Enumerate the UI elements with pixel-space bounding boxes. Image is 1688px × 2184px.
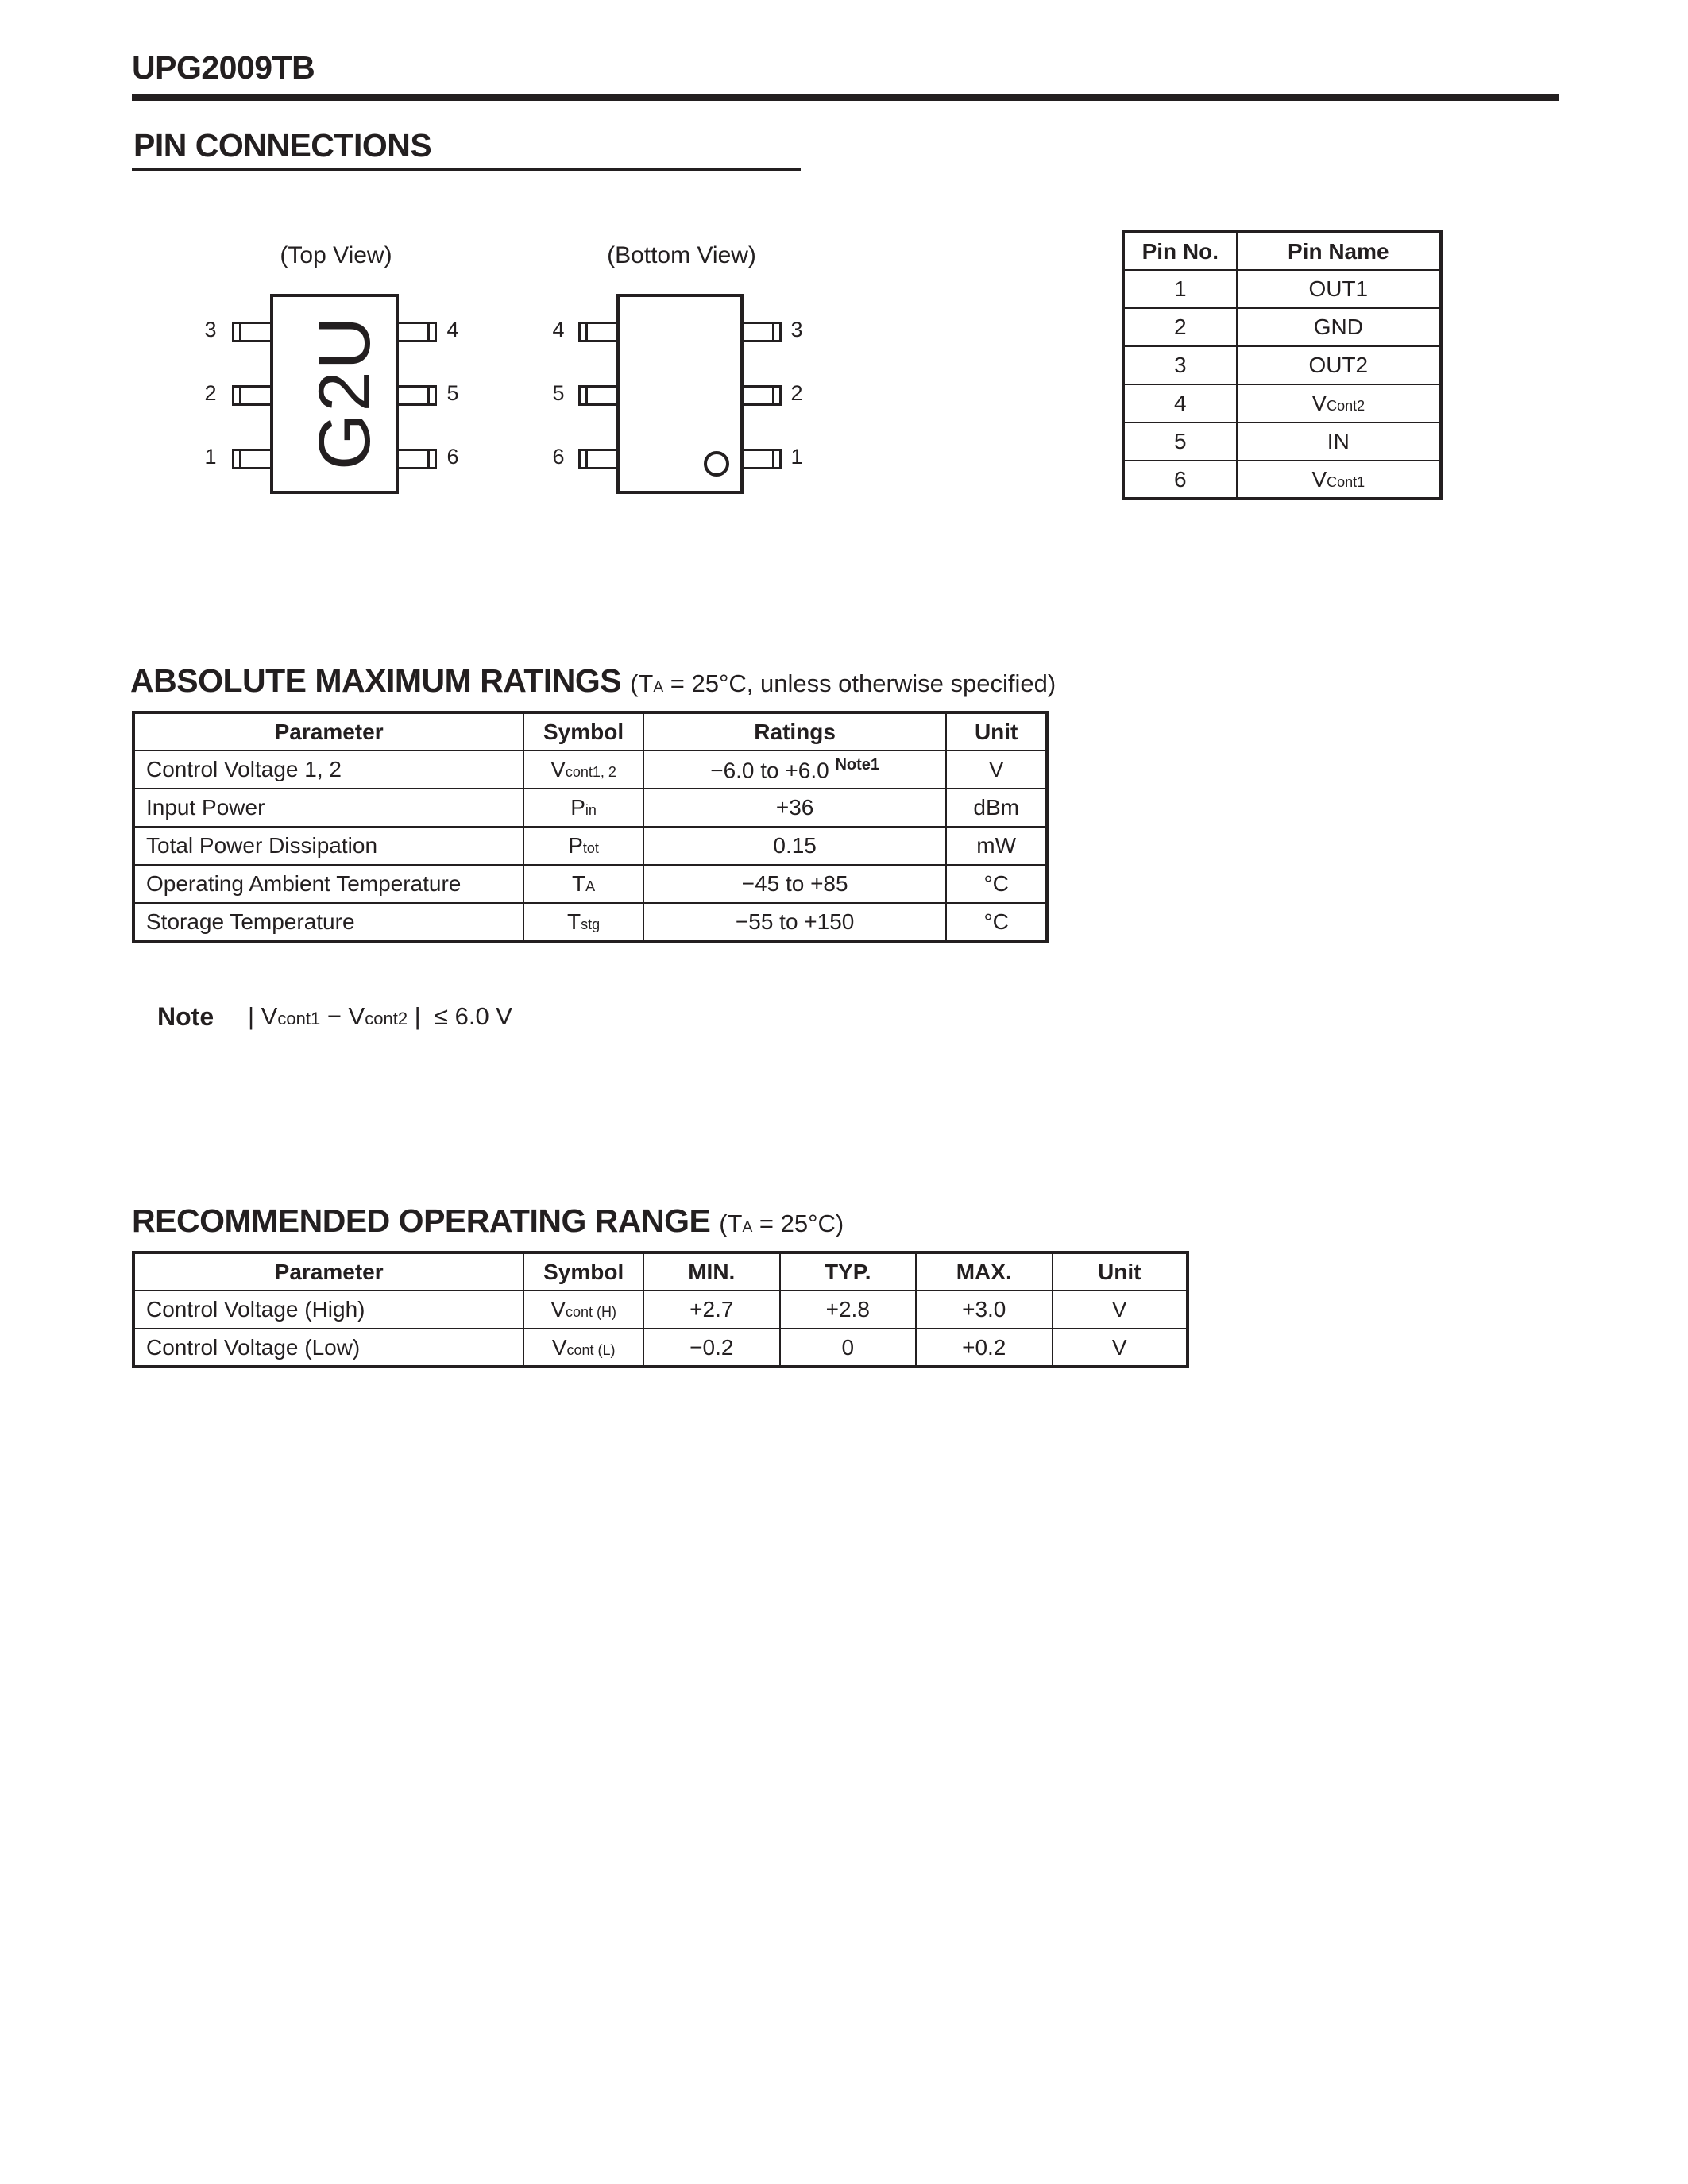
abs-max-header: Ratings — [643, 712, 946, 751]
pin-name-text: V — [1311, 391, 1327, 415]
pin-name-text: GND — [1313, 314, 1363, 339]
cond-rest: = 25°C) — [752, 1210, 844, 1237]
abs-max-header: Unit — [946, 712, 1047, 751]
abs-max-header: Symbol — [523, 712, 643, 751]
package-marking: G2U — [304, 314, 385, 470]
pin-name-text: IN — [1327, 429, 1350, 453]
note-label: Note — [157, 1002, 214, 1031]
pin-name-text: OUT1 — [1308, 276, 1369, 301]
table-row — [133, 751, 1047, 789]
lead — [578, 385, 620, 406]
note-v2-sub: cont2 — [365, 1009, 408, 1028]
table-row — [133, 865, 1047, 903]
table-row — [1123, 461, 1441, 499]
cond-sub: A — [653, 679, 664, 696]
cond-rest: = 25°C, unless otherwise specified) — [663, 669, 1056, 697]
pin-number: 6 — [446, 445, 459, 469]
table-row — [133, 903, 1047, 941]
lead — [740, 385, 782, 406]
pin-number: 5 — [552, 381, 565, 405]
lead — [396, 385, 437, 406]
pin-table-header: Pin Name — [1237, 232, 1441, 270]
unit-cell: dBm — [946, 789, 1047, 827]
pin-no-cell: 5 — [1123, 423, 1237, 461]
pin-table-header: Pin No. — [1123, 232, 1237, 270]
table-row — [1123, 423, 1441, 461]
lead — [232, 449, 273, 469]
pin-no-cell: 1 — [1123, 270, 1237, 308]
rec-op-table — [132, 1251, 1189, 1368]
symbol-sub: cont (L) — [566, 1341, 616, 1358]
note-minus: − — [326, 1002, 342, 1030]
rec-op-title-text: RECOMMENDED OPERATING RANGE — [132, 1202, 711, 1239]
rating-cell — [643, 751, 946, 789]
lead — [740, 449, 782, 469]
table-row — [1123, 270, 1441, 308]
rec-op-header: TYP. — [780, 1252, 916, 1291]
min-cell: +2.7 — [643, 1291, 779, 1329]
symbol-cell — [523, 903, 643, 941]
rec-op-header: MIN. — [643, 1252, 779, 1291]
typ-cell: +2.8 — [780, 1291, 916, 1329]
symbol-sub: tot — [582, 840, 599, 856]
note-v1-sub: cont1 — [277, 1009, 321, 1028]
unit-cell: V — [1053, 1329, 1188, 1367]
parameter-cell: Input Power — [133, 789, 523, 827]
pin-number: 2 — [204, 381, 217, 405]
rating-cell: −45 to +85 — [643, 865, 946, 903]
unit-cell: V — [1053, 1291, 1188, 1329]
symbol-sub: in — [585, 802, 597, 818]
cond-sub: A — [742, 1219, 753, 1236]
top-view-diagram — [199, 294, 477, 496]
abs-max-title-text: ABSOLUTE MAXIMUM RATINGS — [130, 662, 622, 699]
pin-number: 5 — [446, 381, 459, 405]
symbol-text: V — [550, 757, 566, 781]
table-row — [133, 827, 1047, 865]
pin-number: 1 — [790, 445, 803, 469]
rec-op-header: MAX. — [916, 1252, 1053, 1291]
rating-note: Note1 — [835, 755, 880, 774]
pin-name-cell — [1237, 423, 1441, 461]
symbol-text: P — [570, 795, 585, 820]
rating-text: −6.0 to +6.0 — [710, 758, 829, 783]
pin-table — [1122, 230, 1443, 500]
rec-op-title — [132, 1202, 844, 1240]
parameter-cell: Control Voltage (High) — [133, 1291, 523, 1329]
bottom-view-diagram — [547, 294, 825, 496]
bottom-view-label: (Bottom View) — [607, 242, 756, 268]
cond-open: (T — [630, 669, 654, 697]
abs-bar-left: | — [248, 1002, 261, 1030]
max-cell: +3.0 — [916, 1291, 1053, 1329]
table-row — [1123, 308, 1441, 346]
symbol-cell — [523, 751, 643, 789]
symbol-text: T — [567, 909, 581, 934]
symbol-sub: cont (H) — [566, 1304, 617, 1320]
pin-number: 6 — [552, 445, 565, 469]
cond-open: (T — [719, 1210, 743, 1237]
rating-cell: +36 — [643, 789, 946, 827]
pin-no-cell: 2 — [1123, 308, 1237, 346]
symbol-sub: cont1, 2 — [565, 764, 616, 780]
symbol-text: V — [551, 1334, 567, 1360]
symbol-cell — [523, 865, 643, 903]
min-cell: −0.2 — [643, 1329, 779, 1367]
symbol-text: T — [572, 871, 586, 896]
pin-number: 1 — [204, 445, 217, 469]
pin-number: 2 — [790, 381, 803, 405]
pin-name-cell — [1237, 384, 1441, 423]
abs-bar-right: | — [408, 1002, 435, 1030]
pin-no-cell: 4 — [1123, 384, 1237, 423]
pin-name-cell — [1237, 270, 1441, 308]
parameter-cell: Operating Ambient Temperature — [133, 865, 523, 903]
parameter-cell: Storage Temperature — [133, 903, 523, 941]
pin-name-sub: Cont2 — [1327, 398, 1365, 414]
unit-cell: °C — [946, 903, 1047, 941]
lead — [396, 322, 437, 342]
symbol-text: V — [550, 1297, 566, 1322]
rec-op-header: Unit — [1053, 1252, 1188, 1291]
parameter-cell: Control Voltage 1, 2 — [133, 751, 523, 789]
unit-cell: mW — [946, 827, 1047, 865]
pin-number: 4 — [552, 318, 565, 341]
pin-number: 3 — [204, 318, 217, 341]
rec-op-condition — [719, 1210, 844, 1237]
parameter-cell: Total Power Dissipation — [133, 827, 523, 865]
pin-name-text: V — [1311, 466, 1327, 492]
pin-no-cell: 6 — [1123, 461, 1237, 499]
lead — [232, 322, 273, 342]
abs-max-header: Parameter — [133, 712, 523, 751]
symbol-cell — [523, 1291, 643, 1329]
pin-number: 3 — [790, 318, 803, 341]
pin-name-cell — [1237, 461, 1441, 499]
symbol-cell — [523, 1329, 643, 1367]
pin-name-cell — [1237, 346, 1441, 384]
unit-cell: °C — [946, 865, 1047, 903]
lead — [578, 322, 620, 342]
symbol-cell — [523, 827, 643, 865]
note-v2: V — [348, 1002, 365, 1030]
lead — [740, 322, 782, 342]
doc-title: UPG2009TB — [132, 49, 315, 86]
pin-name-cell — [1237, 308, 1441, 346]
table-row — [133, 789, 1047, 827]
note-v1: V — [261, 1002, 278, 1030]
pin-name-text: OUT2 — [1308, 353, 1369, 377]
top-view-label: (Top View) — [280, 242, 392, 268]
table-row — [1123, 346, 1441, 384]
rec-op-header: Parameter — [133, 1252, 523, 1291]
symbol-cell — [523, 789, 643, 827]
pin-connections-title: PIN CONNECTIONS — [133, 127, 432, 164]
parameter-cell: Control Voltage (Low) — [133, 1329, 523, 1367]
lead — [396, 449, 437, 469]
rec-op-header: Symbol — [523, 1252, 643, 1291]
symbol-text: P — [568, 833, 583, 858]
abs-max-table — [132, 711, 1049, 943]
pin-no-cell: 3 — [1123, 346, 1237, 384]
note-text — [248, 1002, 512, 1031]
unit-cell: V — [946, 751, 1047, 789]
title-rule — [132, 94, 1559, 101]
pin1-marker — [704, 451, 729, 477]
abs-max-condition — [630, 669, 1056, 697]
table-row — [133, 1329, 1188, 1367]
symbol-sub: A — [585, 878, 596, 894]
rating-cell: −55 to +150 — [643, 903, 946, 941]
table-row — [133, 1291, 1188, 1329]
abs-max-title — [130, 662, 1056, 700]
pin-number: 4 — [446, 318, 459, 341]
pin-name-sub: Cont1 — [1327, 473, 1365, 490]
lead — [232, 385, 273, 406]
lead — [578, 449, 620, 469]
typ-cell: 0 — [780, 1329, 916, 1367]
note-bound: ≤ 6.0 V — [434, 1002, 512, 1030]
max-cell: +0.2 — [916, 1329, 1053, 1367]
symbol-sub: stg — [581, 916, 601, 932]
pin-connections-rule — [132, 168, 801, 171]
rating-cell: 0.15 — [643, 827, 946, 865]
table-row — [1123, 384, 1441, 423]
